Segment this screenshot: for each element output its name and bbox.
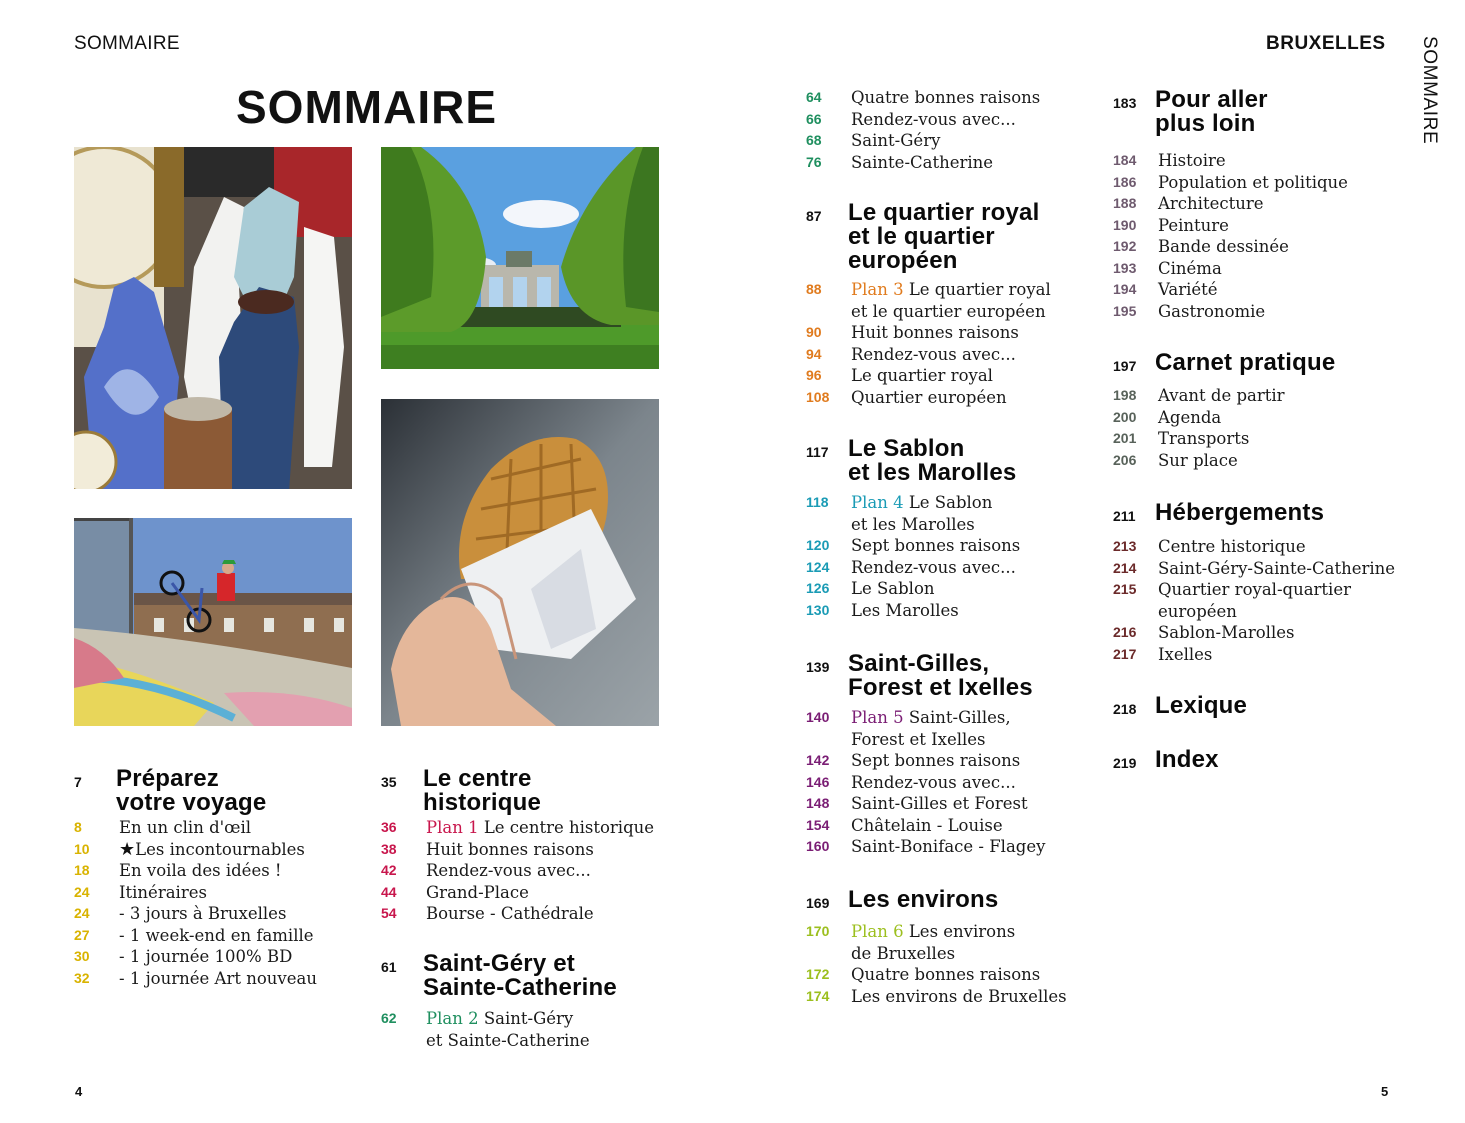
- toc-entry[interactable]: 194 Variété: [1113, 280, 1218, 299]
- toc-entry[interactable]: 24 - 3 jours à Bruxelles: [74, 904, 287, 923]
- section-title[interactable]: Hébergements: [1155, 499, 1325, 526]
- toc-entry-plan[interactable]: 36 Plan 1 Le centre historique: [381, 818, 655, 837]
- toc-entry[interactable]: 198 Avant de partir: [1113, 386, 1285, 405]
- section-page-number: 35: [381, 774, 397, 790]
- toc-entry[interactable]: 44 Grand-Place: [381, 882, 529, 902]
- toc-entry[interactable]: 8 En un clin d'œil: [74, 818, 252, 837]
- waffle-hand-photo: [381, 399, 659, 726]
- section-title[interactable]: Le quartier royal et le quartier européen: [848, 199, 1040, 274]
- toc-entry[interactable]: 18 En voila des idées !: [74, 861, 282, 880]
- toc-section-saint-gery-continued: [806, 87, 1096, 173]
- section-title[interactable]: Saint-Gilles, Forest et Ixelles: [848, 650, 1033, 701]
- toc-section-centre-historique: [381, 767, 671, 925]
- plan-label: Plan 6: [851, 922, 904, 941]
- toc-entry[interactable]: 142 Sept bonnes raisons: [806, 751, 1021, 770]
- toc-entry[interactable]: 217 Ixelles: [1113, 644, 1213, 664]
- flea-market-vases-photo: [74, 147, 352, 489]
- toc-entry[interactable]: 54 Bourse - Cathédrale: [381, 904, 594, 923]
- plan-label: Plan 2: [426, 1009, 479, 1028]
- toc-entry[interactable]: 146 Rendez-vous avec...: [806, 772, 1016, 792]
- toc-section-index: [1113, 748, 1413, 772]
- toc-entry[interactable]: 24 Itinéraires: [74, 882, 207, 902]
- plan-label: Plan 3: [851, 280, 904, 299]
- toc-entry[interactable]: 126 Le Sablon: [806, 579, 935, 598]
- toc-entry[interactable]: 42 Rendez-vous avec...: [381, 861, 591, 880]
- toc-entry[interactable]: 214 Saint-Géry-Sainte-Catherine: [1113, 558, 1396, 578]
- toc-entry[interactable]: 154 Châtelain - Louise: [806, 815, 1003, 835]
- toc-entry[interactable]: 76 Sainte-Catherine: [806, 152, 994, 172]
- star-icon: ★: [119, 838, 136, 860]
- toc-entry[interactable]: 201 Transports: [1113, 429, 1250, 448]
- section-title[interactable]: Les environs: [848, 886, 999, 913]
- toc-entry[interactable]: 148 Saint-Gilles et Forest: [806, 794, 1028, 813]
- section-page-number: 61: [381, 959, 397, 975]
- side-tab-label: SOMMAIRE: [1419, 36, 1440, 145]
- section-page-number: 139: [806, 659, 830, 675]
- section-title[interactable]: Carnet pratique: [1155, 349, 1336, 376]
- toc-section-saint-gery: [381, 952, 681, 1051]
- toc-entry[interactable]: 108 Quartier européen: [806, 387, 1007, 407]
- toc-entry[interactable]: 160 Saint-Boniface - Flagey: [806, 837, 1046, 856]
- toc-entry[interactable]: 96 Le quartier royal: [806, 366, 993, 385]
- cinquantenaire-arch-photo: [381, 147, 659, 369]
- toc-entry[interactable]: 10 ★Les incontournables: [74, 838, 305, 860]
- toc-entry-plan[interactable]: 170 Plan 6 Les environs de Bruxelles: [806, 922, 1016, 963]
- plan-label: Plan 4: [851, 493, 904, 512]
- page-number-right: 5: [1381, 1084, 1389, 1099]
- toc-entry[interactable]: 186 Population et politique: [1113, 172, 1348, 192]
- toc-section-quartier-royal: [806, 201, 1096, 408]
- section-title[interactable]: Préparez votre voyage: [116, 765, 267, 816]
- toc-entry[interactable]: 192 Bande dessinée: [1113, 237, 1289, 256]
- plan-label: Plan 1: [426, 818, 479, 837]
- section-title[interactable]: Le Sablon et les Marolles: [848, 435, 1017, 486]
- section-page-number: 117: [806, 444, 829, 460]
- toc-entry[interactable]: 90 Huit bonnes raisons: [806, 323, 1019, 342]
- section-page-number: 211: [1113, 508, 1136, 524]
- toc-entry[interactable]: 38 Huit bonnes raisons: [381, 839, 594, 859]
- toc-entry[interactable]: 206 Sur place: [1113, 450, 1238, 470]
- side-tab: [1418, 36, 1450, 146]
- section-title[interactable]: Index: [1155, 746, 1219, 773]
- section-page-number: 219: [1113, 755, 1137, 771]
- toc-entry[interactable]: 124 Rendez-vous avec...: [806, 557, 1016, 577]
- running-head-right: BRUXELLES: [1266, 33, 1386, 54]
- toc-entry[interactable]: 30 - 1 journée 100% BD: [74, 947, 293, 966]
- toc-entry[interactable]: 130 Les Marolles: [806, 600, 959, 620]
- toc-entry[interactable]: 64 Quatre bonnes raisons: [806, 88, 1041, 107]
- toc-entry[interactable]: 120 Sept bonnes raisons: [806, 536, 1021, 555]
- toc-section-environs: [806, 888, 1096, 1007]
- toc-section-carnet-pratique: [1113, 351, 1413, 471]
- toc-section-saint-gilles: [806, 652, 1096, 858]
- section-page-number: 169: [806, 895, 830, 911]
- running-head-left: SOMMAIRE: [74, 33, 180, 54]
- bmx-skatepark-photo: [74, 518, 352, 726]
- toc-entry[interactable]: 174 Les environs de Bruxelles: [806, 986, 1067, 1006]
- toc-entry[interactable]: 193 Cinéma: [1113, 258, 1222, 278]
- section-title[interactable]: Saint-Géry et Sainte-Catherine: [423, 950, 617, 1001]
- page-title: SOMMAIRE: [236, 81, 497, 133]
- section-page-number: 197: [1113, 358, 1137, 374]
- toc-entry[interactable]: 200 Agenda: [1113, 407, 1222, 427]
- toc-entry-plan[interactable]: 140 Plan 5 Saint-Gilles, Forest et Ixelles: [806, 708, 1011, 749]
- toc-entry[interactable]: 188 Architecture: [1113, 194, 1264, 213]
- section-title[interactable]: Le centre historique: [423, 765, 542, 816]
- toc-entry-plan[interactable]: 88 Plan 3 Le quartier royal et le quartier européen: [806, 280, 1051, 321]
- plan-label: Plan 5: [851, 708, 904, 727]
- toc-section-sablon: [806, 437, 1096, 621]
- toc-section-preparez: [74, 767, 364, 989]
- toc-entry[interactable]: 68 Saint-Géry: [806, 131, 941, 150]
- toc-entry[interactable]: 32 - 1 journée Art nouveau: [74, 968, 317, 988]
- toc-entry[interactable]: 195 Gastronomie: [1113, 301, 1266, 321]
- toc-section-pour-aller-plus-loin: [1113, 88, 1413, 322]
- toc-entry[interactable]: 94 Rendez-vous avec...: [806, 344, 1016, 364]
- section-page-number: 218: [1113, 701, 1137, 717]
- section-title[interactable]: Lexique: [1155, 692, 1248, 719]
- page-number-left: 4: [75, 1084, 83, 1099]
- toc-section-hebergements: [1113, 501, 1433, 665]
- section-page-number: 87: [806, 208, 822, 224]
- toc-entry[interactable]: 66 Rendez-vous avec...: [806, 109, 1016, 129]
- toc-entry[interactable]: 184 Histoire: [1113, 151, 1226, 170]
- toc-entry[interactable]: 190 Peinture: [1113, 215, 1229, 235]
- toc-entry[interactable]: 27 - 1 week-end en famille: [74, 925, 314, 945]
- section-page-number: 183: [1113, 95, 1137, 111]
- toc-entry[interactable]: 213 Centre historique: [1113, 537, 1306, 556]
- toc-entry-plan[interactable]: 62 Plan 2 Saint-Géry et Sainte-Catherine: [381, 1009, 590, 1050]
- toc-entry[interactable]: 216 Sablon-Marolles: [1113, 623, 1295, 642]
- toc-entry[interactable]: 172 Quatre bonnes raisons: [806, 965, 1041, 984]
- toc-entry[interactable]: 215 Quartier royal-quartier européen: [1113, 580, 1351, 621]
- section-page-number: 7: [74, 774, 82, 790]
- section-title[interactable]: Pour aller plus loin: [1155, 86, 1268, 137]
- toc-section-lexique: [1113, 694, 1413, 718]
- toc-entry-plan[interactable]: 118 Plan 4 Le Sablon et les Marolles: [806, 493, 993, 534]
